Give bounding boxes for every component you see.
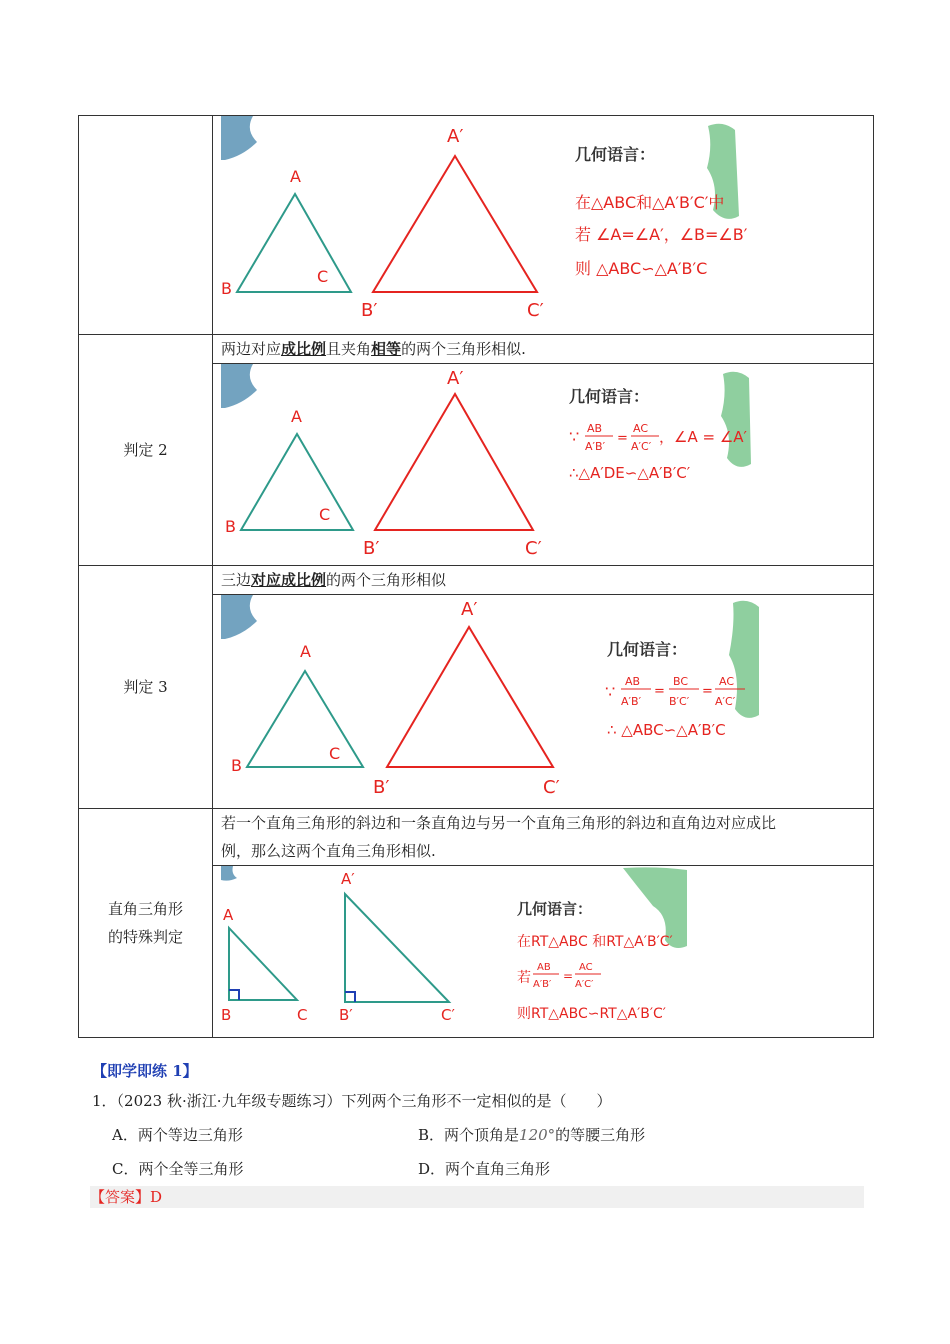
lang-line-2: 若 ∠A=∠A′，∠B=∠B′ [575, 225, 748, 244]
frac3-num: AC [719, 675, 735, 688]
large-triangle [387, 627, 553, 767]
frac2-den: B′C′ [669, 695, 690, 708]
row3-text-u1: 对应成比例 [251, 571, 327, 589]
right-angle-mark-prime [345, 992, 355, 1002]
frac1-num: AB [587, 422, 603, 435]
because-sign: ∵ [605, 682, 616, 701]
frac1-num: AB [537, 962, 551, 973]
row3-figure [213, 595, 873, 804]
small-triangle [237, 194, 351, 292]
vertex-A-prime: A′ [461, 599, 478, 620]
frac1-den: A′B′ [533, 979, 552, 990]
decor-blob-blue [221, 364, 257, 408]
eq-sign-2: = [702, 684, 713, 699]
row4-figure [213, 866, 873, 1033]
vertex-C: C [317, 267, 329, 286]
vertex-B: B [231, 756, 242, 775]
frac1-den: A′B′ [621, 695, 642, 708]
question-number: 1． [92, 1092, 117, 1110]
answer-bar [90, 1186, 864, 1208]
vertex-A-prime: A′ [447, 368, 464, 389]
row2-label: 判定 2 [79, 335, 213, 566]
lang-title: 几何语言： [517, 900, 593, 918]
therefore-line: ∴△A′DE∽△A′B′C′ [569, 464, 691, 482]
vertex-A: A [300, 642, 311, 661]
question-1 [92, 1090, 612, 1111]
lang-line-3: 则RT△ABC∽RT△A′B′C′ [517, 1006, 666, 1022]
row2-figure [213, 364, 873, 561]
eq-sign: = [617, 431, 628, 446]
option-B [418, 1124, 645, 1145]
row3-text [213, 566, 874, 595]
decor-blob-green [721, 372, 751, 467]
vertex-C: C [319, 505, 331, 524]
option-B-math: 120° [519, 1126, 556, 1144]
eq-sign: = [563, 969, 574, 983]
right-angle-mark [229, 990, 239, 1000]
row4-text-line1: 若一个直角三角形的斜边和一条直角边与另一个直角三角形的斜边和直角边对应成比 [221, 814, 777, 832]
angle-part: ，∠A = ∠A′ [659, 428, 747, 446]
row4-figure-cell [213, 866, 874, 1038]
vertex-A: A [290, 167, 301, 186]
row2-text-post: 的两个三角形相似. [401, 340, 526, 358]
vertex-C-prime: C′ [525, 538, 542, 559]
vertex-B: B [221, 1006, 232, 1024]
row4-text-line2: 例，那么这两个直角三角形相似. [221, 842, 436, 860]
eq-sign-1: = [654, 684, 665, 699]
answer-tag: 【答案】 [90, 1188, 151, 1206]
ruo-label: 若 [517, 970, 531, 986]
vertex-C: C [329, 744, 341, 763]
row2-figure-cell [213, 364, 874, 566]
row3-text-post: 的两个三角形相似 [326, 571, 447, 589]
because-sign: ∵ [569, 427, 580, 446]
vertex-C-prime: C′ [441, 1006, 455, 1024]
lang-line-1: 在RT△ABC 和RT△A′B′C′ [517, 934, 673, 950]
row3-text-pre: 三边 [221, 571, 252, 589]
row2-text-u2: 相等 [371, 340, 402, 358]
row4-label-line2: 的特殊判定 [107, 928, 183, 946]
vertex-B-prime: B′ [363, 538, 380, 559]
vertex-A: A [223, 906, 234, 924]
vertex-B: B [225, 517, 236, 536]
question-source: （2023 秋·浙江·九年级专题练习） [116, 1092, 342, 1110]
frac2-den: A′C′ [575, 979, 594, 990]
large-right-triangle [345, 894, 449, 1002]
row2-text-u1: 成比例 [281, 340, 327, 358]
row2-text [213, 335, 874, 364]
frac2-num: AC [579, 962, 593, 973]
vertex-C: C [297, 1006, 308, 1024]
question-text: 下列两个三角形不一定相似的是（ ） [341, 1092, 612, 1110]
lang-title: 几何语言： [569, 387, 650, 406]
frac2-num: BC [673, 675, 689, 688]
row4-label-line1: 直角三角形 [107, 900, 183, 918]
practice-title: 【即学即练 1】 [92, 1062, 198, 1080]
row2-text-pre: 两边对应 [221, 340, 282, 358]
vertex-A-prime: A′ [447, 126, 464, 147]
small-triangle [247, 671, 363, 767]
row3-figure-cell [213, 595, 874, 809]
vertex-B-prime: B′ [361, 300, 378, 321]
criteria-table [78, 115, 874, 1038]
frac2-den: A′C′ [631, 440, 652, 453]
lang-line-3: 则 △ABC∽△A′B′C [575, 259, 708, 278]
frac1-den: A′B′ [585, 440, 606, 453]
frac1-num: AB [625, 675, 641, 688]
row3-label: 判定 3 [79, 566, 213, 809]
decor-blob-blue [221, 116, 257, 160]
row1-figure-cell [213, 116, 874, 335]
vertex-B: B [221, 279, 232, 298]
vertex-A: A [291, 407, 302, 426]
row1-figure [213, 116, 873, 330]
vertex-B-prime: B′ [373, 777, 390, 798]
therefore-line: ∴ △ABC∽△A′B′C [607, 721, 726, 739]
row4-label [79, 809, 213, 1038]
decor-blob-blue [221, 866, 237, 881]
vertex-C-prime: C′ [543, 777, 560, 798]
option-A: A．两个等边三角形 [112, 1126, 243, 1144]
row4-text [213, 809, 874, 866]
lang-line-1: 在△ABC和△A′B′C′中 [575, 193, 725, 212]
lang-title: 几何语言： [575, 145, 656, 164]
option-C: C．两个全等三角形 [112, 1160, 244, 1178]
option-B-post: 的等腰三角形 [555, 1126, 646, 1144]
vertex-B-prime: B′ [339, 1006, 353, 1024]
vertex-A-prime: A′ [341, 870, 355, 888]
large-triangle [375, 394, 533, 530]
lang-title: 几何语言： [607, 640, 688, 659]
frac3-den: A′C′ [715, 695, 736, 708]
row1-label [79, 116, 213, 335]
option-D: D．两个直角三角形 [418, 1160, 551, 1178]
small-triangle [241, 434, 353, 530]
row2-text-mid: 且夹角 [326, 340, 372, 358]
large-triangle [373, 156, 537, 292]
frac2-num: AC [633, 422, 649, 435]
answer-value: D [150, 1188, 163, 1206]
option-B-pre: B．两个顶角是 [418, 1126, 520, 1144]
decor-blob-blue [221, 595, 257, 639]
vertex-C-prime: C′ [527, 300, 544, 321]
